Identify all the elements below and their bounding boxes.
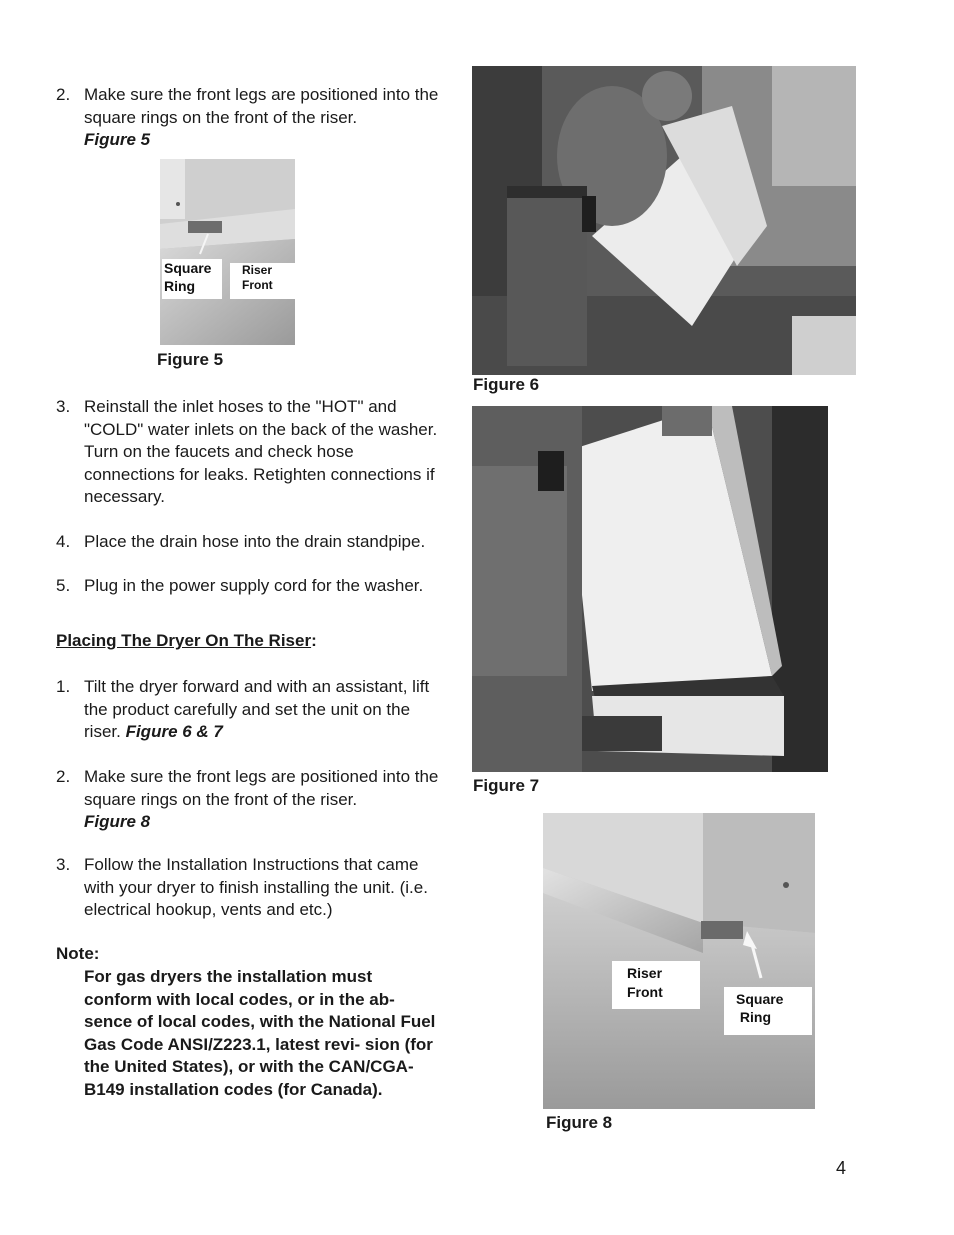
step-number: 1. (56, 677, 71, 696)
step-body: Make sure the front legs are positioned into the square rings on the front of the riser. (84, 767, 439, 809)
dryer-step-3 (56, 854, 456, 922)
label-square-ring: Square Ring (724, 987, 812, 1035)
step-text (84, 766, 444, 834)
step-number: 3. (56, 397, 71, 416)
figure-ref: Figure 8 (84, 812, 151, 831)
step-text (84, 84, 444, 152)
heading-text: Placing The Dryer On The Riser (56, 631, 312, 650)
step-4 (56, 531, 456, 554)
figure-7-image (472, 406, 828, 772)
step-body: Follow the Installation Instructions that came with your dryer to finish installing the unit. (i.e. electrical hookup, vents and etc.) (84, 855, 428, 919)
step-body: Plug in the power supply cord for the washer. (84, 576, 424, 595)
step-number: 5. (56, 576, 71, 595)
figure-8-image (543, 813, 815, 1109)
step-body: Tilt the dryer forward and with an assistant, lift the product carefully and set the unit on the riser. (84, 677, 430, 741)
figure-ref: Figure 6 & 7 (125, 722, 223, 741)
figure-8-caption: Figure 8 (546, 1113, 613, 1132)
step-3 (56, 396, 456, 509)
step-body: Make sure the front legs are positioned into the square rings on the front of the riser. (84, 85, 439, 127)
heading-colon: : (311, 631, 317, 650)
figure-6-caption: Figure 6 (473, 375, 540, 394)
step-number: 2. (56, 767, 71, 786)
step-2-top (56, 84, 456, 152)
label-riser-front: Riser Front (612, 961, 700, 1009)
figure-ref: Figure 5 (84, 130, 151, 149)
step-5 (56, 575, 456, 598)
label-riser-front: Riser Front (230, 263, 295, 299)
step-body: Place the drain hose into the drain standpipe. (84, 532, 426, 551)
step-body: Reinstall the inlet hoses to the "HOT" and "COLD" water inlets on the back of the washer. Turn on the faucets and check hose connections for leaks. Retighten connections if necessary. (84, 397, 438, 506)
figure-5-caption: Figure 5 (157, 350, 224, 369)
step-number: 2. (56, 85, 71, 104)
figure-5-image (160, 159, 295, 345)
step-text (84, 676, 448, 744)
step-number: 4. (56, 532, 71, 551)
dryer-step-1 (56, 676, 456, 744)
figure-6-image (472, 66, 856, 375)
page-number: 4 (836, 1158, 847, 1178)
section-heading (56, 631, 317, 651)
dryer-step-2 (56, 766, 456, 834)
figure-7-caption: Figure 7 (473, 776, 540, 795)
step-number: 3. (56, 855, 71, 874)
note-title: Note: (56, 944, 100, 963)
label-square-ring: Square Ring (162, 259, 222, 299)
note-body: For gas dryers the installation must conform with local codes, or in the ab- sence of local codes, with the National Fuel Gas Code ANSI/Z223.1, latest revi- sion (for the United States), or with the CAN/CGA-B149 installation codes (for Canada). (84, 967, 436, 1099)
